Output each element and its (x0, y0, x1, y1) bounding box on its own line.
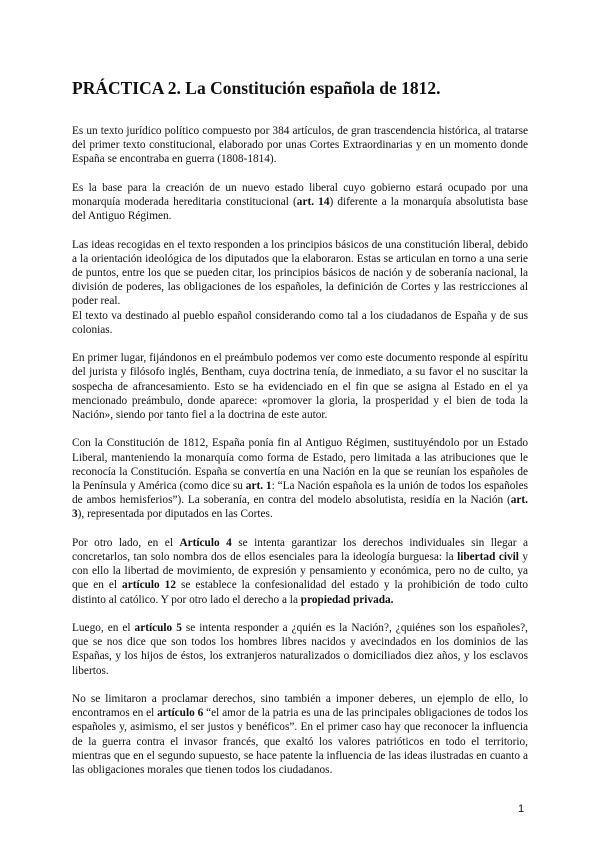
page-title: PRÁCTICA 2. La Constitución española de 1812. (72, 78, 441, 98)
text-run: Con la Constitución de 1812, España ponía fin al Antiguo Régimen, sustituyéndolo por un Estado Liberal, manteniendo la monarquía como forma de Estado, pero limitada a las atribuciones que le reconocía la Constitución. España se convertía en una Nación en la que se reunían los españoles de la Península y América (como dice su (72, 437, 528, 493)
text-run: En primer lugar, fijándonos en el preámbulo podemos ver como este documento responde al espíritu del jurista y filósofo inglés, Bentham, cuya doctrina tenía, de inmediato, a su favor el no suscitar la sospecha de afrancesamiento. Esto se ha evidenciado en el fin que se asigna al Estado en el ya mencionado preámbulo, donde aparece: «promover la gloria, la prosperidad y el bien de toda la Nación», siendo por tanto fiel a la doctrina de este autor. (72, 352, 528, 422)
paragraph-8 (72, 621, 528, 678)
article-reference: artículo 5 (134, 622, 182, 635)
document-body (72, 124, 528, 791)
text-run: Por otro lado, en el (72, 536, 180, 549)
paragraph-6 (72, 436, 528, 521)
text-run: ), representada por diputados en las Cortes. (77, 508, 273, 521)
paragraph-4 (72, 309, 528, 337)
text-run: Las ideas recogidas en el texto responden a los principios básicos de una constitución liberal, debido a la orientación ideológica de los diputados que la elaboraron. Estas se articulan en torno a una serie de puntos, entre los que se pueden citar, los principios básicos de nación y de soberanía nacional, la división de poderes, las obligaciones de los españoles, la definición de Cortes y las restricciones al poder real. (72, 238, 528, 308)
article-reference: Artículo 4 (179, 536, 232, 549)
article-reference: artículo 12 (122, 579, 176, 592)
paragraph-5 (72, 351, 528, 422)
key-term: libertad civil (457, 551, 519, 564)
text-run: se establece la confesionalidad del estado y la prohibición de todo culto distinto al católico. Y por otro lado el derecho a la (72, 579, 528, 606)
text-run: No se limitaron a proclamar derechos, sino también a imponer deberes, un ejemplo de ello, lo encontramos en el (72, 693, 528, 720)
text-run: se intenta garantizar los derechos individuales sin llegar a concretarlos, tan solo nombra dos de ellos esenciales para la ideología burguesa: la (72, 536, 528, 564)
text-run: Es la base para la creación de un nuevo estado liberal cuyo gobierno estará ocupado por una monarquía moderada hereditaria constitucional ( (72, 181, 528, 208)
text-run: y con ello la libertad de movimiento, de expresión y pensamiento y económica, pero no de culto, ya que en el (72, 551, 529, 592)
page-number: 1 (518, 803, 525, 815)
paragraph-7 (72, 536, 528, 607)
article-reference: artículo 6 (157, 707, 204, 720)
text-run: se intenta responder a ¿quién es la Nación?, ¿quiénes son los españoles?, que se nos dice que son todos los hombres libres nacidos y avecindados en los dominios de las Españas, y los hijos de éstos, los extranjeros naturalizados o domiciliados diez años, y los esclavos libertos. (72, 622, 528, 677)
text-run: : “La Nación española es la unión de todos los españoles de ambos hemisferios”). La soberanía, en contra del modelo absolutista, residía en la Nación ( (72, 480, 528, 507)
text-run: ) diferente a la monarquía absolutista base del Antiguo Régimen. (72, 196, 529, 223)
text-run: Luego, en el (72, 622, 135, 635)
paragraph-3 (72, 238, 528, 309)
article-reference: art. 14 (296, 196, 330, 208)
paragraph-2 (72, 181, 528, 224)
article-reference: art. 3 (72, 494, 528, 521)
text-run: “el amor de la patria es una de las principales obligaciones de todos los españoles y, asimismo, el ser justos y benéficos”. En el primer caso hay que reconocer la influencia de la guerra contra el invasor francés, que exaltó los valores patrióticos en todo el territorio, mientras que en el segundo supuesto, se hace patente la influencia de las ideas ilustradas en cuanto a las obligaciones morales que tienen todos los ciudadanos. (72, 707, 528, 777)
paragraph-1 (72, 124, 528, 167)
text-run: Es un texto jurídico político compuesto por 384 artículos, de gran trascendencia histórica, al tratarse del primer texto constitucional, elaborado por unas Cortes Extraordinarias y en un momento donde España se encontraba en guerra (1808-1814). (72, 125, 528, 166)
paragraph-9 (72, 692, 528, 777)
text-run: El texto va destinado al pueblo español considerando como tal a los ciudadanos de España y de sus colonias. (72, 309, 528, 336)
key-term: propiedad privada. (300, 593, 394, 606)
article-reference: art. 1 (245, 480, 272, 493)
